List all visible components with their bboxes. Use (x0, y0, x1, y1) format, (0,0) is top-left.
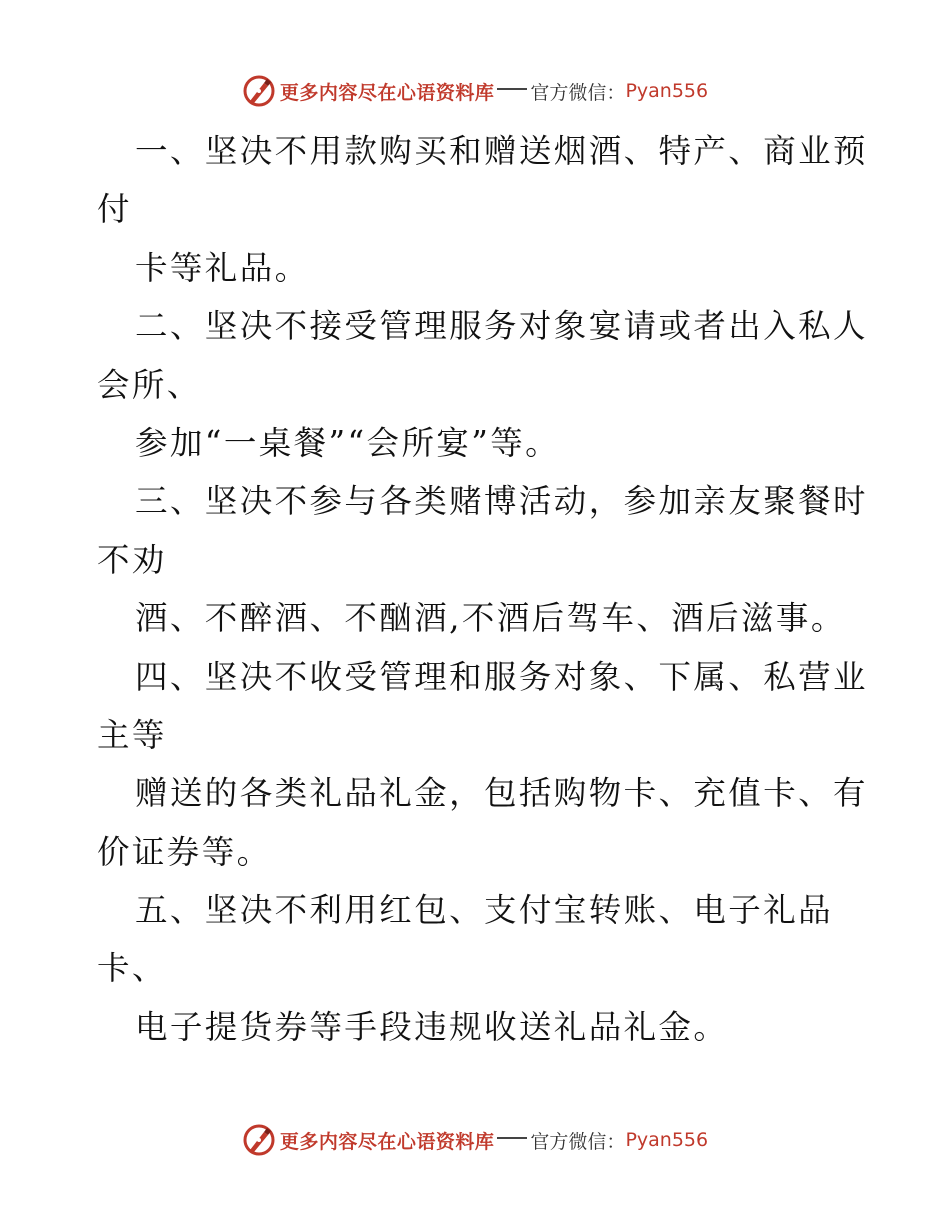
document-body (97, 122, 868, 1056)
header-banner (0, 71, 950, 111)
text-line: 付 (97, 190, 132, 229)
text-line: 四、坚决不收受管理和服务对象、下属、私营业 (135, 657, 868, 696)
pen-logo-icon (242, 1123, 276, 1157)
banner-divider (497, 88, 527, 90)
text-line: 主等 (97, 715, 167, 754)
text-line: 电子提货券等手段违规收送礼品礼金。 (135, 1007, 729, 1046)
text-line: 会所、 (97, 365, 202, 404)
text-line: 卡、 (97, 949, 167, 988)
brand-text: 更多内容尽在心语资料库 (279, 81, 495, 104)
wechat-label: 官方微信： (530, 81, 626, 104)
wechat-label: 官方微信： (530, 1130, 626, 1153)
text-line: 赠送的各类礼品礼金，包括购物卡、充值卡、有 (135, 774, 868, 813)
text-line: 不劝 (97, 540, 167, 579)
text-line: 卡等礼品。 (135, 248, 310, 287)
pen-logo-icon (242, 74, 276, 108)
text-line: 二、坚决不接受管理服务对象宴请或者出入私人 (135, 307, 868, 346)
brand-text: 更多内容尽在心语资料库 (279, 1130, 495, 1153)
text-line: 三、坚决不参与各类赌博活动，参加亲友聚餐时 (135, 482, 868, 521)
banner-divider (497, 1137, 527, 1139)
text-line: 参加“一桌餐”“会所宴”等。 (135, 423, 561, 462)
text-line: 五、坚决不利用红包、支付宝转账、电子礼品 (135, 891, 834, 930)
wechat-id: Pyan556 (625, 1129, 709, 1151)
footer-banner (0, 1120, 950, 1160)
text-line: 酒、不醉酒、不酗酒,不酒后驾车、酒后滋事。 (135, 599, 846, 638)
text-line: 一、坚决不用款购买和赠送烟酒、特产、商业预 (135, 132, 868, 170)
wechat-id: Pyan556 (625, 80, 709, 102)
text-line: 价证券等。 (97, 832, 272, 871)
